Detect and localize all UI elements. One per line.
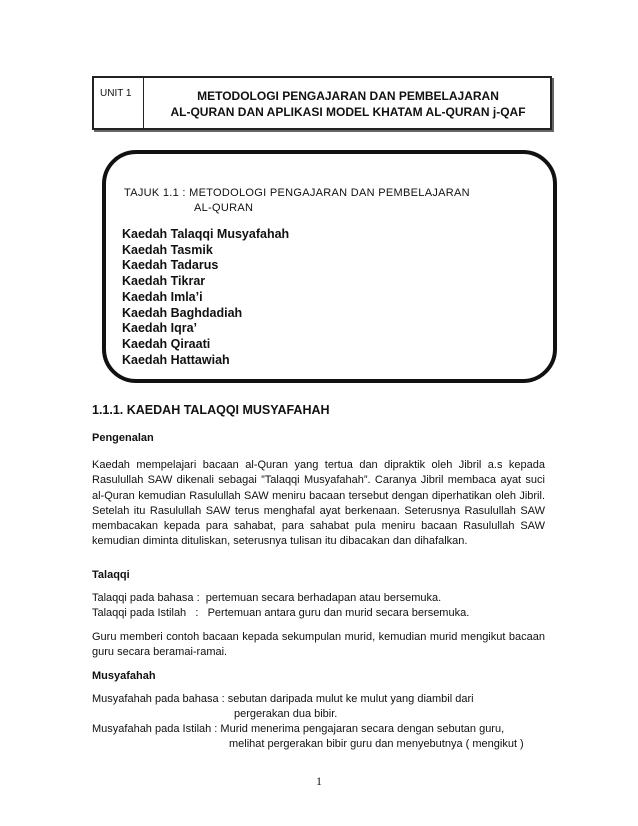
musyafahah-bahasa-line-1: Musyafahah pada bahasa : sebutan daripada mulut ke mulut yang diambil dari	[92, 693, 474, 705]
section-heading: 1.1.1. KAEDAH TALAQQI MUSYAFAHAH	[92, 403, 330, 417]
talaqqi-bahasa: Talaqqi pada bahasa : pertemuan secara berhadapan atau bersemuka.	[92, 592, 442, 604]
method-item: Kaedah Talaqqi Musyafahah	[122, 227, 290, 241]
method-item: Kaedah Baghdadiah	[122, 305, 243, 320]
method-item: Kaedah Tadarus	[122, 258, 219, 273]
method-item: Kaedah Qiraati	[122, 336, 211, 351]
musyafahah-heading: Musyafahah	[92, 670, 156, 682]
method-item: Kaedah Iqra’	[122, 321, 198, 336]
talaqqi-heading: Talaqqi	[92, 569, 130, 581]
unit-title-line-1: METODOLOGI PENGAJARAN DAN PEMBELAJARAN	[197, 89, 499, 103]
talaqqi-text: Guru memberi contoh bacaan kepada sekumpulan murid, kemudian murid mengikut bacaan guru secara beramai-ramai.	[92, 631, 545, 659]
musyafahah-bahasa-line-2: pergerakan dua bibir.	[234, 708, 338, 720]
unit-title-line-2: AL-QURAN DAN APLIKASI MODEL KHATAM AL-QURAN j-QAF	[170, 105, 526, 119]
unit-header-box	[92, 76, 552, 130]
method-item: Kaedah Tikrar	[122, 274, 206, 289]
pengenalan-heading: Pengenalan	[92, 432, 154, 444]
method-item: Kaedah Tasmik	[122, 242, 213, 257]
topic-title-line-1: TAJUK 1.1 : METODOLOGI PENGAJARAN DAN PEMBELAJARAN	[124, 187, 470, 199]
method-list	[122, 227, 289, 368]
page-number: 1	[316, 774, 322, 788]
pengenalan-text: Kaedah mempelajari bacaan al-Quran yang tertua dan dipraktik oleh Jibril a.s kepada Rasulullah SAW dikenali sebagai ”Talaqqi Musyafahah”. Caranya Jibril membaca ayat suci al-Quran kemudian Rasulullah SAW meniru bacaan tersebut dengan diperhatikan oleh Jibril. Setelah itu Rasulullah SAW terus menghafal ayat berkenaan. Seterusnya Rasulullah SAW membacakan kepada para sahabat, para sahabat pula meniru bacaan Rasulullah SAW kemudian diminta dituliskan, seterusnya tulisan itu dibacakan dan dihafalkan.	[92, 459, 545, 548]
unit-label: UNIT 1	[94, 78, 144, 128]
topic-title-line-2: AL-QURAN	[194, 202, 254, 214]
method-item: Kaedah Imla’i	[122, 289, 203, 304]
topic-box	[102, 150, 557, 383]
unit-title	[146, 88, 550, 120]
musyafahah-istilah-line-2: melihat pergerakan bibir guru dan menyebutnya ( mengikut )	[229, 738, 524, 750]
topic-title	[124, 186, 470, 216]
musyafahah-istilah-line-1: Musyafahah pada Istilah : Murid menerima pengajaran secara dengan sebutan guru,	[92, 723, 505, 735]
method-item: Kaedah Hattawiah	[122, 352, 230, 367]
talaqqi-istilah: Talaqqi pada Istilah : Pertemuan antara guru dan murid secara bersemuka.	[92, 607, 470, 619]
